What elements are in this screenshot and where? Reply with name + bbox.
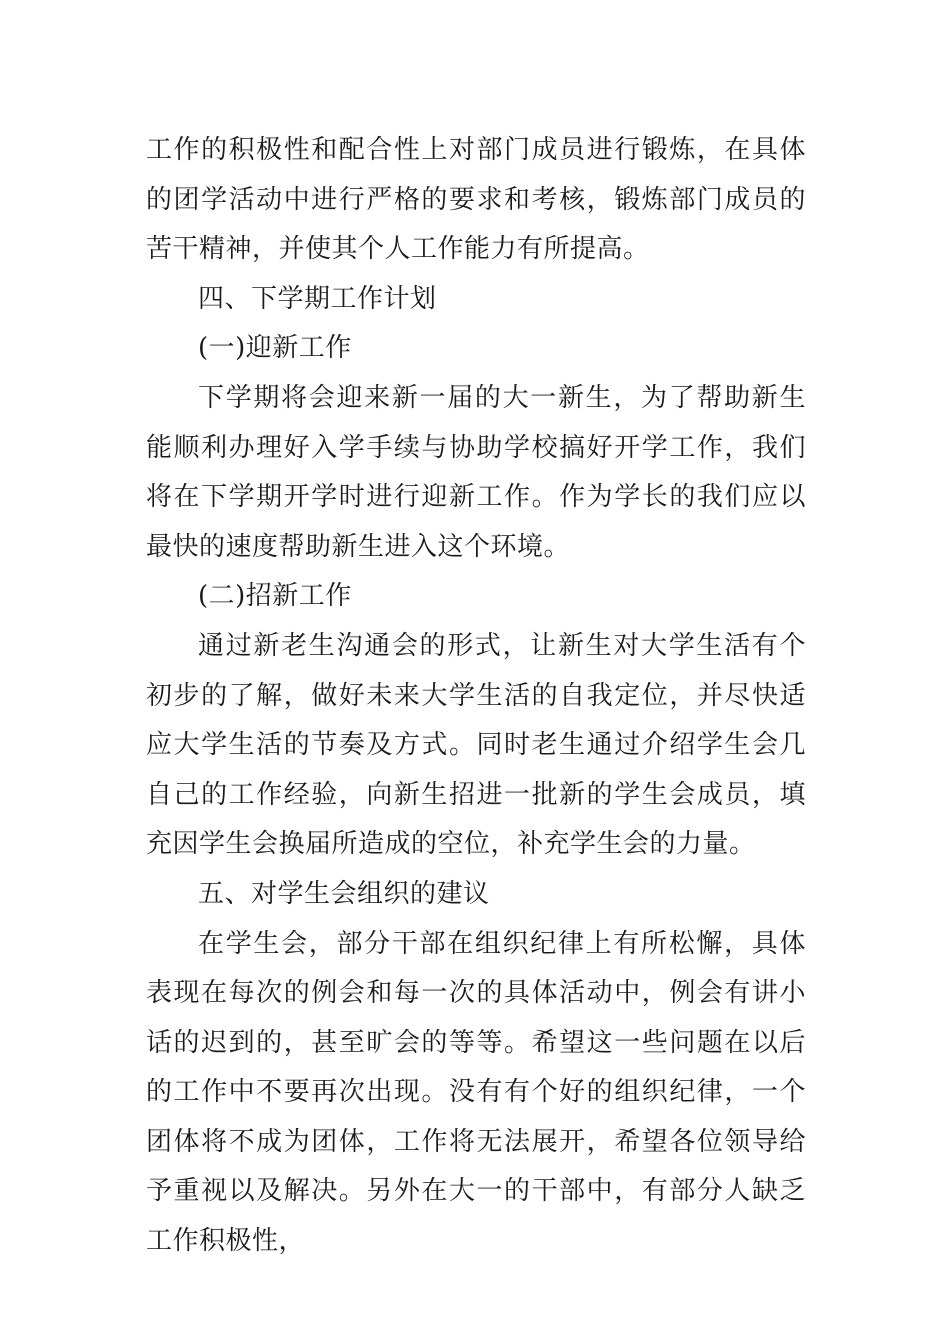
paragraph-recruitment-work: 通过新老生沟通会的形式，让新生对大学生活有个初步的了解，做好未来大学生活的自我定位，并尽快适应大学生活的节奏及方式。同时老生通过介绍学生会几自己的工作经验，向新生招进一批新的学生会成员，填充因学生会换届所造成的空位，补充学生会的力量。: [146, 630, 806, 860]
document-body: [146, 126, 806, 1267]
section-heading-suggestions: 五、对学生会组织的建议: [198, 878, 490, 909]
section-heading-next-term-plan: 四、下学期工作计划: [198, 283, 437, 314]
paragraph-continuation: 工作的积极性和配合性上对部门成员进行锻炼，在具体的团学活动中进行严格的要求和考核，锻炼部门成员的苦干精神，并使其个人工作能力有所提高。: [146, 135, 806, 265]
subheading-recruitment-work: (二)招新工作: [198, 581, 352, 612]
paragraph-welcome-work: 下学期将会迎来新一届的大一新生，为了帮助新生能顺利办理好入学手续与协助学校搞好开学工作，我们将在下学期开学时进行迎新工作。作为学长的我们应以最快的速度帮助新生进入这个环境。: [146, 382, 806, 562]
subheading-welcome-work: (一)迎新工作: [198, 333, 352, 364]
paragraph-suggestions: 在学生会，部分干部在组织纪律上有所松懈，具体表现在每次的例会和每一次的具体活动中，例会有讲小话的迟到的，甚至旷会的等等。希望这一些问题在以后的工作中不要再次出现。没有有个好的组织纪律，一个团体将不成为团体，工作将无法展开，希望各位领导给予重视以及解决。另外在大一的干部中，有部分人缺乏工作积极性，: [146, 928, 806, 1257]
